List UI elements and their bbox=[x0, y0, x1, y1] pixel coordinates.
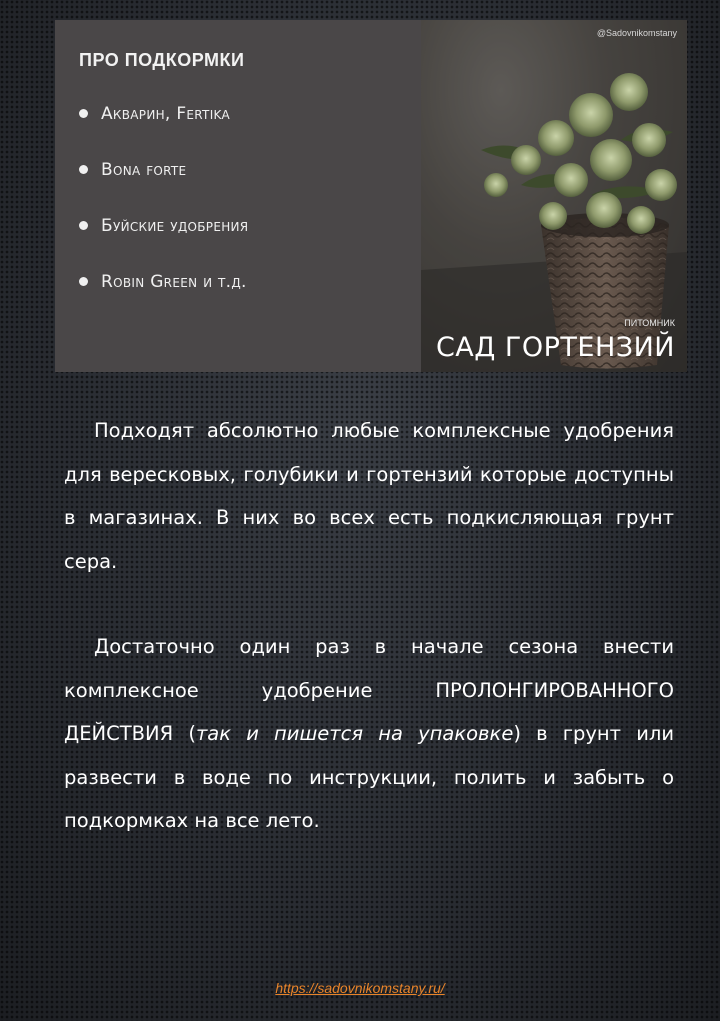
list-item bbox=[79, 272, 248, 328]
list-item-label: Буйские удобрения bbox=[101, 216, 249, 236]
social-handle: @Sadovnikomstany bbox=[596, 28, 677, 38]
list-item-label: Bona forte bbox=[101, 160, 187, 180]
fertilizer-list bbox=[79, 104, 248, 328]
website-link[interactable]: https://sadovnikomstany.ru/ bbox=[275, 980, 445, 996]
list-item bbox=[79, 216, 248, 272]
bullet-dot-icon bbox=[79, 277, 88, 286]
paragraph-text-part: ) в грунт или развести в воде по инструкции, полить и забыть о подкормках на все лето. bbox=[64, 722, 674, 832]
paragraph-fertilizers bbox=[64, 409, 674, 583]
paragraph-text: Подходят абсолютно любые комплексные удобрения для вересковых, голубики и гортензий которые доступны в магазинах. В них во всех есть подкисляющая грунт сера. bbox=[64, 419, 674, 573]
footer bbox=[0, 980, 720, 996]
nursery-label: ПИТОМНИК bbox=[624, 318, 675, 328]
header-banner bbox=[55, 20, 687, 372]
bullet-dot-icon bbox=[79, 165, 88, 174]
list-item-label: Robin Green и т.д. bbox=[101, 272, 247, 292]
paragraph-text-part: Достаточно один раз в начале сезона внести комплексное удобрение ПРОЛОНГИРОВАННОГО ДЕЙСТВИЯ ( bbox=[64, 635, 674, 745]
list-item bbox=[79, 160, 248, 216]
banner-title: ПРО ПОДКОРМКИ bbox=[79, 50, 245, 70]
list-item-label: Акварин, Fertika bbox=[101, 104, 230, 124]
banner-text-panel bbox=[55, 20, 421, 372]
bullet-dot-icon bbox=[79, 221, 88, 230]
paragraph-italic-note: так и пишется на упаковке bbox=[195, 722, 514, 745]
bullet-dot-icon bbox=[79, 109, 88, 118]
hydrangea-photo bbox=[421, 20, 687, 372]
brand-title: САД ГОРТЕНЗИЙ bbox=[435, 332, 675, 363]
paragraph-prolonged bbox=[64, 625, 674, 843]
list-item bbox=[79, 104, 248, 160]
paragraph-text bbox=[64, 625, 674, 843]
